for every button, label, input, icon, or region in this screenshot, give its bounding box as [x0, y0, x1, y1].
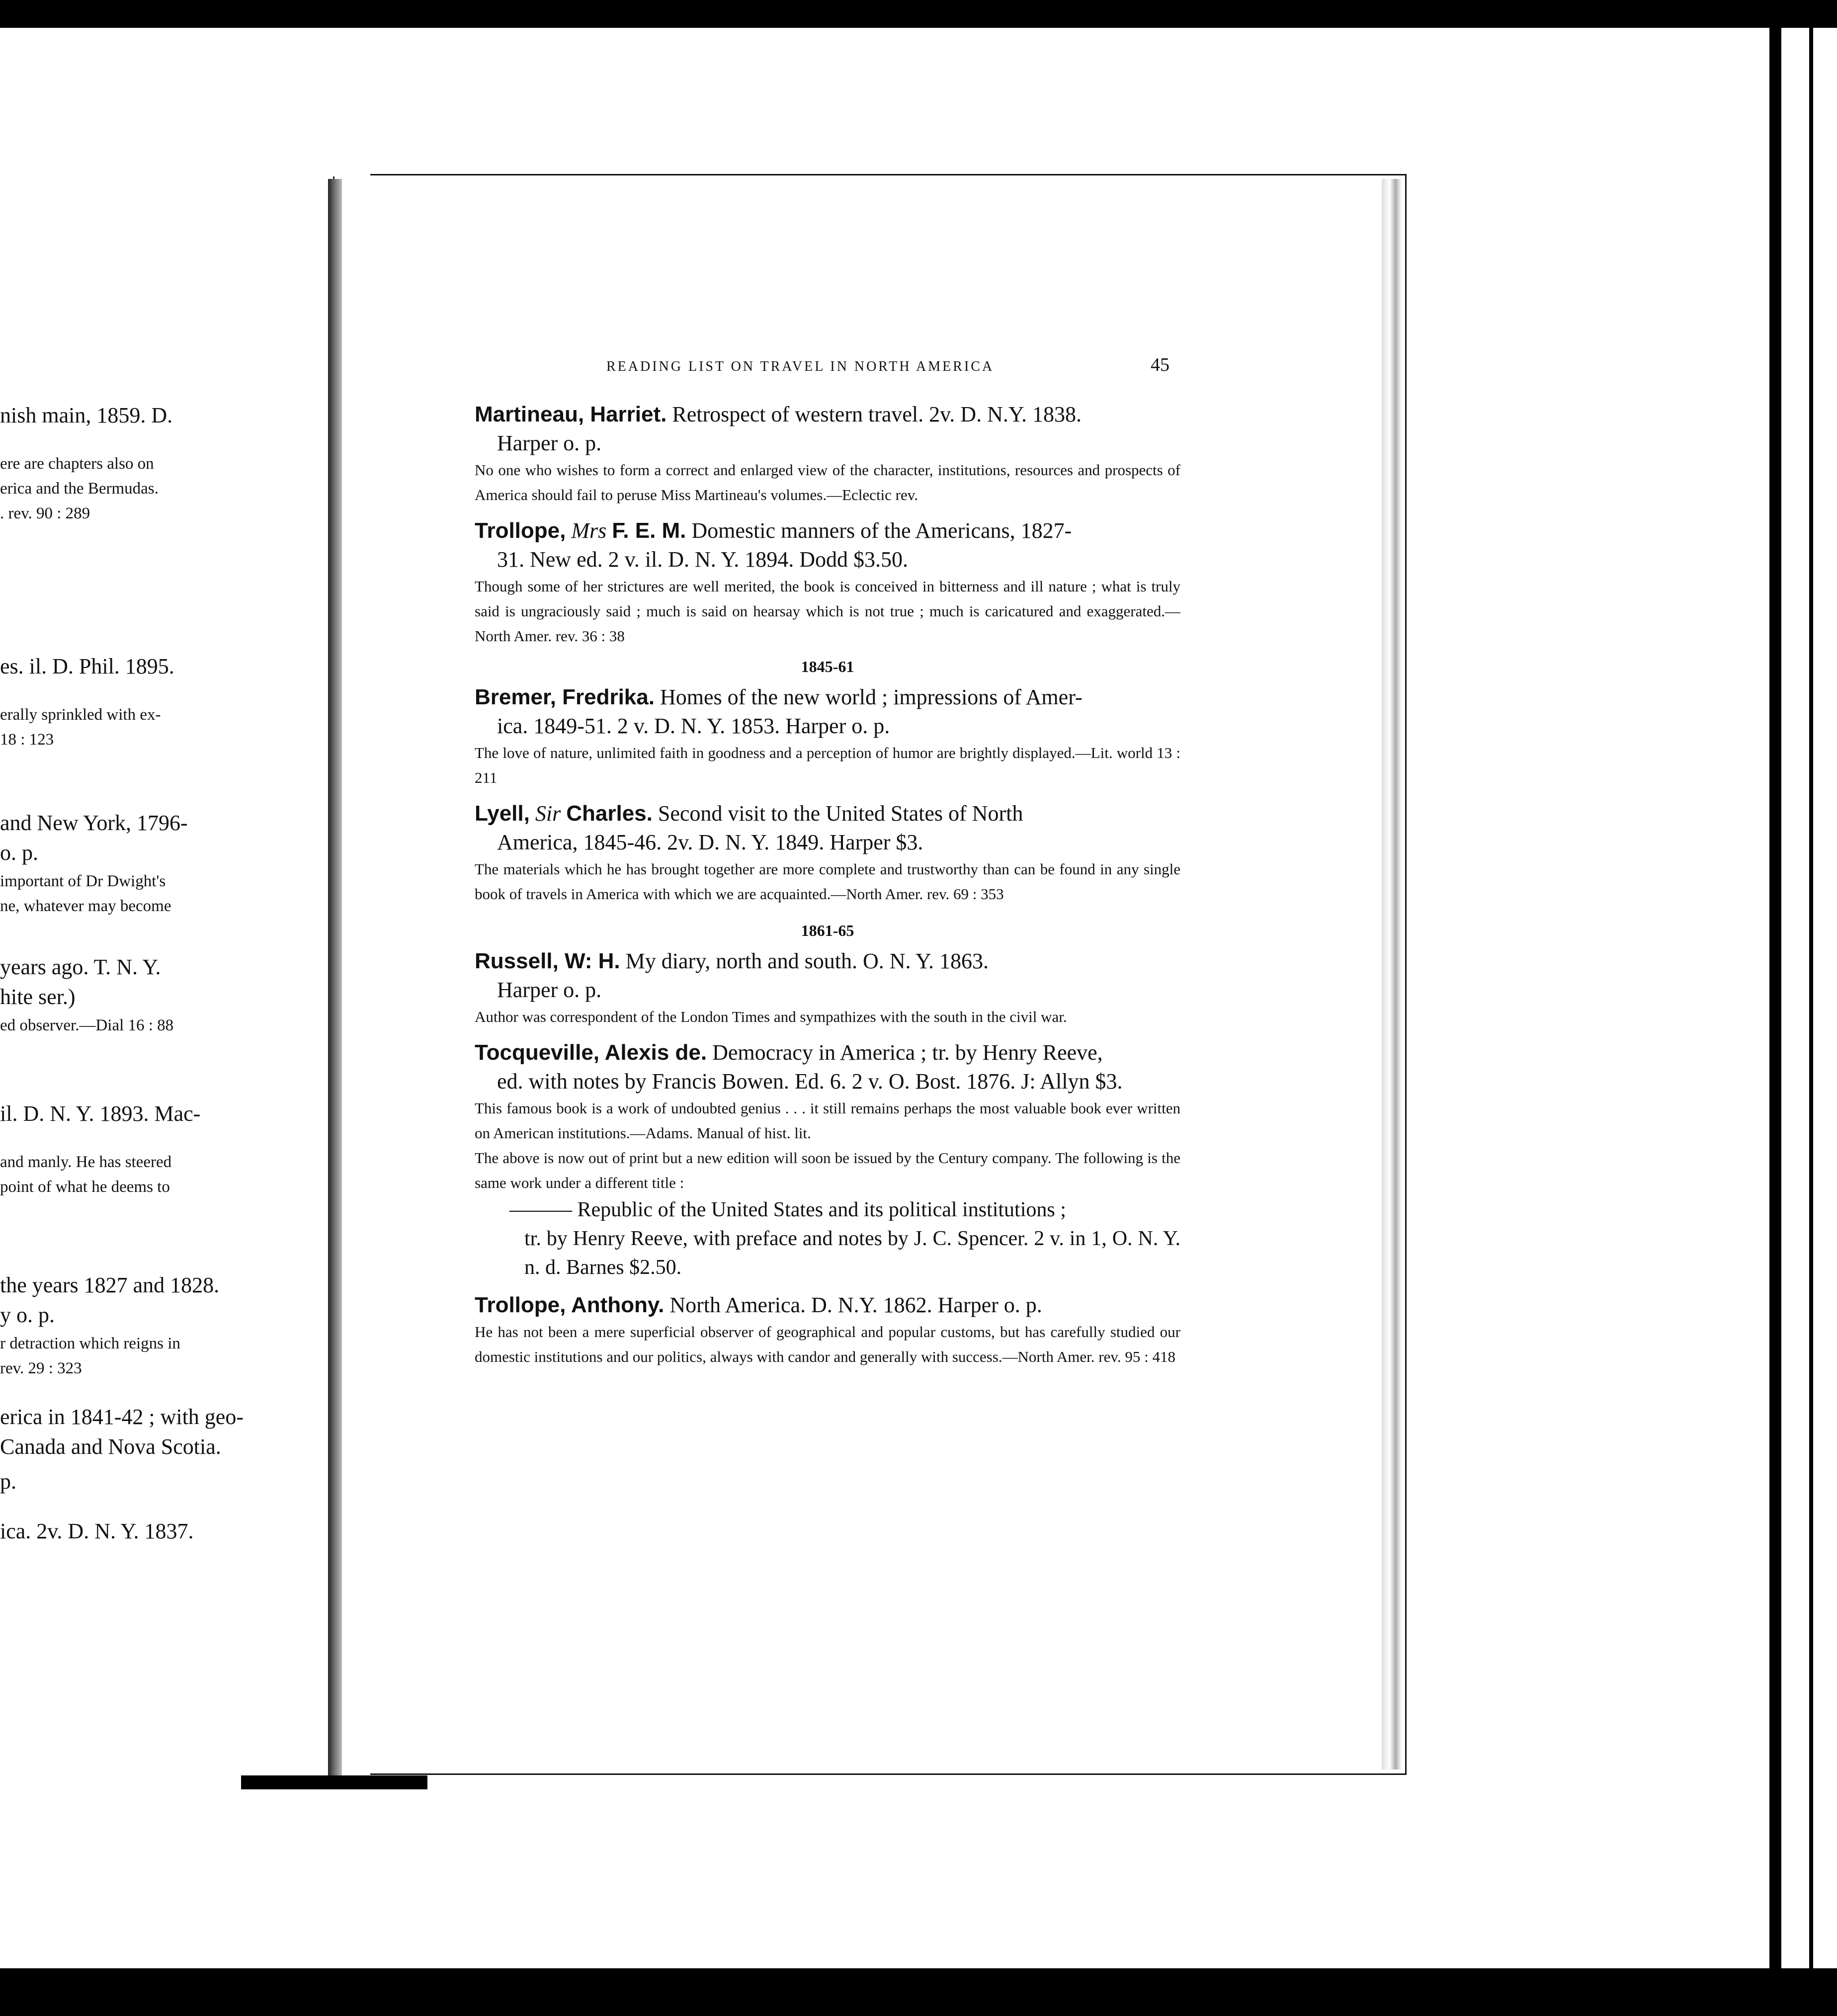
entry-title: North America. D. N.Y. 1862. Harper o. p.: [669, 1293, 1042, 1317]
entry-author: Lyell,: [475, 801, 530, 826]
entry-review-note: The love of nature, unlimited faith in goodness and a perception of humor are brightly displayed.—Lit. world 13 : 211: [475, 744, 1180, 786]
entry-review-note: This famous book is a work of undoubted genius . . . it still remains perhaps the most valuable book ever written on American institutions.—Adams. Manual of hist. lit.: [475, 1099, 1180, 1142]
entry-review-note: He has not been a mere superficial observer of geographical and popular customs, but has carefully studied our domestic institutions and our politics, always with candor and generally with success.—North Amer. rev. 95 : 418: [475, 1323, 1180, 1365]
entry-editorial-note: The above is now out of print but a new edition will soon be issued by the Century company. The following is the same work under a different title :: [475, 1149, 1180, 1191]
entry-author: Martineau, Harriet.: [475, 402, 667, 426]
left-line: Canada and Nova Scotia.: [0, 1434, 221, 1459]
entry-author: Russell, W: H.: [475, 949, 620, 973]
page-number: 45: [1151, 354, 1169, 375]
page-edge: [1382, 179, 1402, 1769]
left-line: erica in 1841-42 ; with geo-: [0, 1405, 244, 1429]
entry-author: Bremer, Fredrika.: [475, 685, 655, 709]
left-line: hite ser.): [0, 985, 76, 1009]
entry-title: My diary, north and south. O. N. Y. 1863.: [625, 949, 989, 973]
entry-author-name: Charles.: [566, 801, 653, 826]
entry-review-note: Though some of her strictures are well merited, the book is conceived in bitterness and ill nature ; what is truly said is ungraciously said ; much is said on hearsay which is not true ; much is caricatured and exaggerated.—North Amer. rev. 36 : 38: [475, 578, 1180, 645]
left-line: the years 1827 and 1828.: [0, 1273, 220, 1297]
running-head: READING LIST ON TRAVEL IN NORTH AMERICA: [606, 359, 995, 374]
left-line: erica and the Bermudas.: [0, 480, 159, 498]
entry-author-initials: F. E. M.: [612, 518, 686, 543]
related-work-imprint: tr. by Henry Reeve, with preface and notes by J. C. Spencer. 2 v. in 1, O. N. Y. n. d. Barnes $2.50.: [524, 1227, 1180, 1279]
entry-author: Tocqueville, Alexis de.: [475, 1040, 707, 1065]
entry-title: Democracy in America ; tr. by Henry Reeve,: [712, 1040, 1103, 1065]
period-heading: 1861-65: [801, 922, 854, 939]
left-line: and New York, 1796-: [0, 811, 188, 835]
left-line: il. D. N. Y. 1893. Mac-: [0, 1101, 201, 1126]
entry-imprint: ica. 1849-51. 2 v. D. N. Y. 1853. Harper o. p.: [497, 714, 890, 738]
bibliography-entry: [475, 799, 1180, 907]
left-line: rev. 29 : 323: [0, 1359, 82, 1377]
left-line: ica. 2v. D. N. Y. 1837.: [0, 1519, 194, 1543]
left-line: ere are chapters also on: [0, 455, 154, 473]
left-line: es. il. D. Phil. 1895.: [0, 654, 174, 678]
left-line: and manly. He has steered: [0, 1153, 172, 1171]
entry-imprint: ed. with notes by Francis Bowen. Ed. 6. 2 v. O. Bost. 1876. J: Allyn $3.: [497, 1069, 1123, 1093]
entry-title: Retrospect of western travel. 2v. D. N.Y. 1838.: [672, 402, 1082, 426]
entry-title: Homes of the new world ; impressions of Amer-: [660, 685, 1083, 709]
entry-review-note: No one who wishes to form a correct and enlarged view of the character, institutions, resources and prospects of America should fail to peruse Miss Martineau's volumes.—Eclectic rev.: [475, 461, 1180, 504]
bibliography-entry: [475, 516, 1180, 649]
page-shadow-bar: [241, 1775, 427, 1789]
left-line: o. p.: [0, 840, 38, 865]
period-heading: 1845-61: [801, 658, 854, 675]
entry-honorific: Mrs: [571, 518, 607, 543]
scan-border-top: [0, 0, 1837, 28]
related-work-title: Republic of the United States and its political institutions ;: [577, 1198, 1066, 1221]
entry-imprint: Harper o. p.: [497, 431, 602, 455]
book-gutter: [328, 179, 342, 1789]
entry-title: Second visit to the United States of North: [658, 801, 1023, 826]
entry-author: Trollope, Anthony.: [475, 1293, 665, 1317]
page-content: [475, 400, 1180, 1378]
left-line: r detraction which reigns in: [0, 1335, 180, 1352]
scan-border-right: [1769, 28, 1781, 1968]
entry-imprint: America, 1845-46. 2v. D. N. Y. 1849. Harper $3.: [497, 830, 923, 854]
scan-edge-line: [1809, 28, 1813, 1968]
entry-review-note: Author was correspondent of the London Times and sympathizes with the south in the civil war.: [475, 1008, 1067, 1025]
left-line: p.: [0, 1469, 16, 1494]
bibliography-entry: [475, 683, 1180, 790]
left-line: years ago. T. N. Y.: [0, 955, 161, 979]
left-line: ne, whatever may become: [0, 897, 171, 915]
left-page: [0, 176, 334, 1682]
entry-imprint: Harper o. p.: [497, 978, 602, 1002]
left-line: point of what he deems to: [0, 1178, 170, 1196]
bibliography-entry: [475, 400, 1180, 507]
entry-honorific: Sir: [535, 801, 561, 826]
bibliography-entry: [475, 1038, 1180, 1282]
left-line: ed observer.—Dial 16 : 88: [0, 1016, 174, 1034]
left-line: 18 : 123: [0, 731, 54, 749]
entry-title: Domestic manners of the Americans, 1827-: [691, 518, 1072, 543]
entry-review-note: The materials which he has brought together are more complete and trustworthy than can be found in any single book of travels in America with which we are acquainted.—North Amer. rev. 69 : 353: [475, 860, 1180, 903]
bibliography-entry: [475, 947, 1180, 1029]
left-line: erally sprinkled with ex-: [0, 706, 161, 724]
entry-imprint: 31. New ed. 2 v. il. D. N. Y. 1894. Dodd $3.50.: [497, 547, 908, 572]
left-line: . rev. 90 : 289: [0, 504, 90, 522]
left-line: important of Dr Dwight's: [0, 872, 166, 890]
bibliography-entry: [475, 1291, 1180, 1369]
em-dash-rule: ———: [509, 1198, 578, 1221]
left-line: y o. p.: [0, 1303, 55, 1327]
entry-author: Trollope,: [475, 518, 566, 543]
related-work-entry: [475, 1195, 1180, 1282]
left-line: nish main, 1859. D.: [0, 403, 173, 427]
scan-border-bottom: [0, 1968, 1837, 2016]
